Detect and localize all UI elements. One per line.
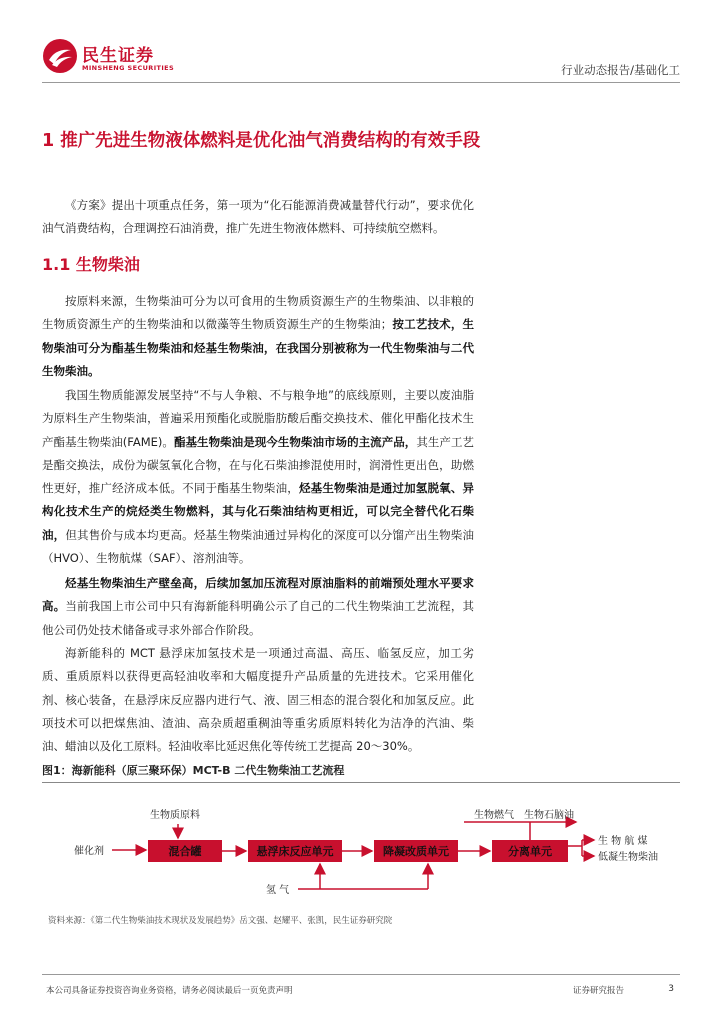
report-category: 行业动态报告/基础化工: [561, 63, 680, 77]
paragraph-mct-technology: 海新能科的 MCT 悬浮床加氢技术是一项通过高温、高压、临氢反应，加工劣质、重质原料以获得更高轻油收率和大幅度提升产品质量的先进技术。它采用催化剂、核心装备，在悬浮床反应器内进行气、液、固三相态的混合裂化和加氢反应。此项技术可以把煤焦油、渣油、高杂质超重稠油等重劣质原料转化为洁净的汽油、柴油、蜡油以及化工原料。轻油收率比延迟焦化等传统工艺提高 20～30%。: [42, 646, 474, 754]
upgrade-label: 降凝改质单元: [383, 845, 449, 858]
figure-source: 资料来源：《第二代生物柴油技术现状及发展趋势》岳文强、赵耀平、张凯，民生证券研究院: [48, 916, 393, 926]
mixer-label: 混合罐: [168, 845, 202, 858]
p2-segment-4: 但其售价与成本均更高。烃基生物柴油通过异构化的深度可以分馏产出生物柴油（HVO）、生物航煤（SAF）、溶剂油等。: [42, 527, 475, 566]
section-1-1-title: 1.1 生物柴油: [42, 255, 140, 274]
footer-disclaimer: 本公司具备证券投资咨询业务资格，请务必阅读最后一页免责声明: [46, 986, 293, 996]
hydrogen-label: 氢 气: [266, 885, 290, 896]
diesel-label: 低凝生物柴油: [598, 852, 658, 863]
naphtha-label: 生物石脑油: [524, 810, 574, 821]
minsheng-logo: [42, 38, 202, 78]
header-divider: [42, 82, 680, 83]
p2-segment-3: 烃基生物柴油是通过加氢脱氧、异构化技术生产的烷烃类生物燃料，其与化石柴油结构更相近，可以完全替代化石柴油，: [42, 481, 475, 542]
process-flow-diagram: [42, 788, 682, 904]
logo-name-cn: 民生证券: [82, 46, 154, 66]
p3-segment-1: 当前我国上市公司中只有海新能科明确公示了自己的二代生物柴油工艺流程，其他公司仍处技术储备或寻求外部合作阶段。: [42, 599, 475, 637]
paragraph-classification: [42, 290, 474, 383]
jet-fuel-label: 生 物 航 煤: [598, 836, 648, 847]
paragraph-barriers: [42, 572, 474, 642]
separator-label: 分离单元: [508, 845, 552, 858]
feedstock-label: 生物质原料: [150, 810, 200, 821]
reactor-label: 悬浮床反应单元: [256, 845, 334, 858]
paragraph-domestic-development: [42, 384, 474, 570]
p2-segment-2: 其生产工艺是酯交换法，成份为碳氢氧化合物，在与化石柴油掺混使用时，润滑性更出色，助燃性更好，推广经济成本低。不同于酯基生物柴油，: [42, 434, 475, 496]
p2-segment-0: 我国生物质能源发展坚持“不与人争粮、不与粮争地”的底线原则，主要以废油脂为原料生产生物柴油，普遍采用预酯化或脱脂肪酸后酯交换技术、催化甲酯化技术生产酯基生物柴油(FAME)。: [42, 388, 474, 449]
page-number: 3: [668, 984, 674, 994]
section-1-paragraph: 《方案》提出十项重点任务，第一项为“化石能源消费减量替代行动”，要求优化油气消费结构，合理调控石油消费，推广先进生物液体燃料、可持续航空燃料。: [42, 198, 474, 236]
footer-divider: [42, 974, 680, 975]
footer-report-type: 证券研究报告: [572, 986, 624, 996]
p2-segment-1: 酯基生物柴油是现今生物柴油市场的主流产品，: [173, 434, 417, 449]
p1-segment-1: 按工艺技术，生物柴油可分为酯基生物柴油和烃基生物柴油，在我国分别被称为一代生物柴油与二代生物柴油。: [42, 317, 474, 378]
p1-segment-0: 按原料来源，生物柴油可分为以可食用的生物质资源生产的生物柴油、以非粮的生物质资源生产的生物柴油和以微藻等生物质资源生产的生物柴油；: [42, 294, 474, 332]
catalyst-label: 催化剂: [74, 846, 104, 857]
gas-label: 生物燃气: [474, 810, 514, 821]
logo-name-en: MINSHENG SECURITIES: [82, 64, 175, 72]
p3-segment-0: 烃基生物柴油生产壁垒高，后续加氢加压流程对原油脂料的前端预处理水平要求高。: [42, 576, 474, 614]
section-1-title: 1 推广先进生物液体燃料是优化油气消费结构的有效手段: [42, 131, 481, 151]
minsheng-logo-mark-icon: [42, 38, 78, 74]
figure-title: 图1：海新能科（原三聚环保）MCT-B 二代生物柴油工艺流程: [42, 762, 680, 783]
